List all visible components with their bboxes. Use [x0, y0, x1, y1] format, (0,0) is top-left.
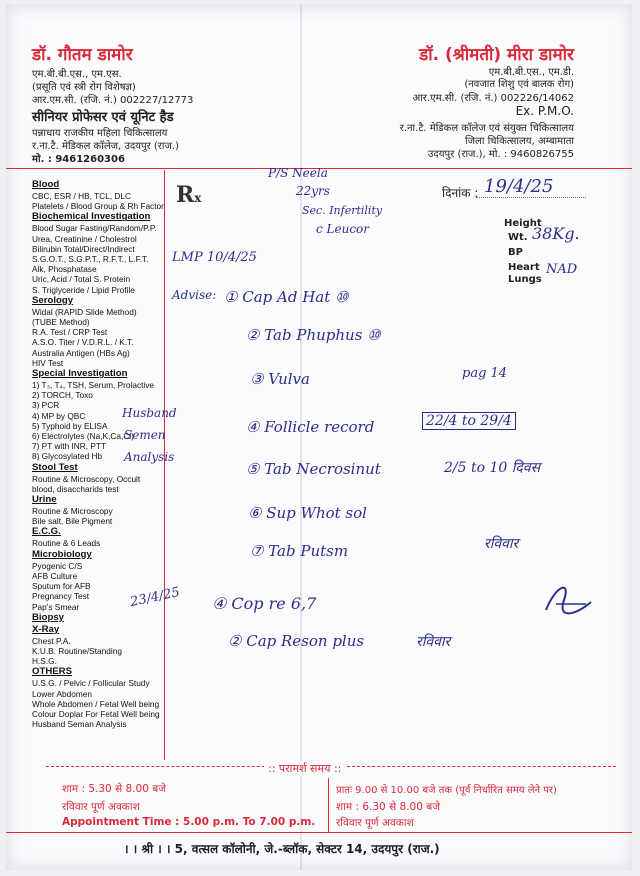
vital-height: Height [504, 218, 542, 229]
investigation-heading: Special Investigation [32, 368, 128, 380]
investigation-item: Blood Sugar Fasting/Random/P.P. [32, 223, 157, 234]
hw-med-3: ③ Vulva [250, 370, 310, 388]
hw-med-7b: रविवार [484, 536, 519, 552]
investigation-item: 4) MP by QBC [32, 410, 86, 421]
investigation-item: Whole Abdomen / Fetal Well being [32, 698, 160, 709]
hw-med-1: ① Cap Ad Hat ⑩ [224, 288, 349, 306]
investigation-item: R.A. Test / CRP Test [32, 327, 108, 338]
doctor-right-reg: आर.एम.सी. (रजि. नं.) 002226/14062 [412, 93, 574, 104]
hw-med-9b: रविवार [416, 634, 451, 650]
investigation-item: Bilirubin Total/Direct/Indirect [32, 243, 135, 254]
doctor-left-college: र.ना.टै. मेडिकल कॉलेज, उदयपुर (राज.) [32, 141, 179, 152]
footer-divider-line [6, 832, 632, 833]
doctor-right-ex: Ex. P.M.O. [515, 104, 574, 118]
doctor-left-designation: सीनियर प्रोफेसर एवं यूनिट हैड [32, 110, 174, 125]
clinic-address: । । श्री । । 5, वत्सल कॉलोनी, जे.-ब्लॉक, सेक्टर 14, उदयपुर (राज.) [124, 842, 440, 856]
consult-right-1: प्रातः 9.00 से 10.00 बजे तक (पूर्व निर्धारित समय लेने पर) [336, 785, 557, 796]
investigation-item: 8) Glycosylated Hb [32, 451, 103, 462]
investigation-item: Routine & 6 Leads [32, 538, 101, 549]
investigation-item: S. Triglyceride / Lipid Profile [32, 284, 135, 295]
investigation-heading: Blood [32, 179, 60, 190]
appointment-time: Appointment Time : 5.00 p.m. To 7.00 p.m. [62, 816, 316, 828]
hw-date-2: 23/4/25 [128, 584, 182, 611]
doctor-left-specialty: (प्रसूति एवं स्त्री रोग विशेषज्ञ) [32, 82, 136, 93]
hw-med-9: ② Cap Reson plus [228, 632, 365, 650]
doctor-right-hospital: जिला चिकित्सालय, अम्बामाता [465, 136, 574, 147]
investigation-item: K.U.B. Routine/Standing [32, 645, 122, 656]
investigation-heading: E.C.G. [32, 526, 61, 538]
investigation-item: HIV Test [32, 357, 64, 368]
investigation-item: Routine & Microscopy, Occult [32, 473, 141, 484]
investigation-item: 2) TORCH, Toxo [32, 390, 93, 401]
investigation-heading: Biochemical Investigation [32, 211, 151, 223]
vital-wt-value: 38Kg. [532, 224, 580, 243]
investigation-item: Pregnancy Test [32, 591, 90, 602]
hw-med-5: ⑤ Tab Necrosinut [246, 460, 381, 478]
hw-diagnosis-1: Sec. Infertility [302, 204, 383, 217]
hw-patient-age: 22yrs [296, 184, 330, 198]
vital-heart: Heart [508, 262, 540, 273]
investigation-heading: OTHERS [32, 666, 72, 678]
doctor-left-reg: आर.एम.सी. (रजि. नं.) 002227/12773 [32, 95, 194, 106]
investigation-item: Chest P.A. [32, 635, 71, 646]
consult-left-2: रविवार पूर्ण अवकाश [62, 801, 140, 813]
investigation-heading: Stool Test [32, 461, 78, 473]
prescription-page [6, 4, 632, 870]
vital-wt: Wt. [508, 232, 528, 243]
hw-med-8: ④ Cop re 6,7 [212, 594, 317, 613]
doctor-right-name: डॉ. (श्रीमती) मीरा डामोर [419, 45, 574, 65]
footer-divider [328, 778, 329, 832]
doctor-right-college: र.ना.टै. मेडिकल कॉलेज एवं संयुक्त चिकित्सालय [399, 123, 574, 134]
investigation-item: Urea, Creatinine / Cholestrol [32, 233, 137, 244]
doctor-left-degrees: एम.बी.बी.एस., एम.एस. [32, 69, 122, 80]
investigation-item: Lower Abdomen [32, 688, 92, 699]
consult-left-1: शाम : 5.30 से 8.00 बजे [62, 783, 167, 795]
doctor-right-degrees: एम.बी.बी.एस., एम.डी. [488, 67, 574, 78]
investigation-item: Pap's Smear [32, 601, 80, 612]
hw-husband-3: Analysis [124, 450, 175, 464]
investigation-item: A.S.O. Titer / V.D.R.L. / K.T. [32, 337, 134, 348]
paper-fold [300, 4, 302, 870]
investigation-item: 1) T₃, T₄, TSH, Serum, Prolactive [32, 380, 155, 391]
doctor-left-name: डॉ. गौतम डामोर [32, 45, 133, 65]
investigation-item: 5) Typhoid by ELISA [32, 420, 108, 431]
investigation-item: U.S.G. / Pelvic / Follicular Study [32, 678, 150, 689]
hw-husband-1: Husband [122, 406, 177, 420]
investigation-item: Routine & Microscopy [32, 506, 113, 517]
investigation-item: S.G.O.T., S.G.P.T., R.F.T., L.F.T. [32, 254, 149, 265]
hw-follicle: ④ Follicle record [246, 418, 375, 436]
hw-lmp: LMP 10/4/25 [172, 250, 257, 265]
investigation-item: Pyogenic C/S [32, 560, 83, 571]
investigation-item: Bile salt, Bile Pigment [32, 516, 113, 527]
rx-symbol: Rx [176, 182, 202, 208]
hw-husband-2: Semen [124, 428, 166, 442]
hw-med-6: ⑥ Sup Whot sol [248, 504, 367, 522]
hw-med-7: ⑦ Tab Putsm [250, 542, 349, 560]
hw-med-2: ② Tab Phuphus ⑩ [246, 326, 381, 344]
investigation-item: blood, disaccharids test [32, 483, 119, 494]
hw-follicle-dates: 22/4 to 29/4 [422, 412, 516, 430]
investigation-item: AFB Culture [32, 570, 78, 581]
investigation-item: 6) Electrolytes (Na,K,Ca,Cl) [32, 431, 134, 442]
investigation-item: 7) PT with INR, PTT [32, 441, 107, 452]
hw-med-5b: 2/5 to 10 दिवस [444, 460, 541, 476]
consult-title: :: परामर्श समय :: [264, 761, 345, 776]
investigation-item: Widal (RAPID Slide Method) [32, 306, 137, 317]
investigation-heading: X-Ray [32, 623, 60, 635]
investigation-heading: Microbiology [32, 548, 92, 560]
investigation-heading: Urine [32, 494, 57, 506]
doctor-left-hospital: पन्नाधाय राजकीय महिला चिकित्सालय [32, 128, 168, 139]
vital-bp: BP [508, 247, 523, 258]
vital-hl-value: NAD [546, 262, 578, 277]
doctor-left-mobile: मो. : 9461260306 [32, 154, 125, 165]
doctor-right-mobile: उदयपुर (राज.), मो. : 9460826755 [427, 149, 574, 160]
investigation-item: 3) PCR [32, 400, 60, 411]
investigation-item: Alk, Phosphatase [32, 264, 97, 275]
doctor-right-specialty: (नवजात शिशु एवं बालक रोग) [464, 79, 574, 90]
hw-patient-name: P/S Neela [268, 166, 328, 180]
hw-advise: Advise: [172, 288, 217, 302]
investigation-item: Australia Antigen (HBs Ag) [32, 347, 130, 358]
investigation-item: H.S.G. [32, 656, 57, 667]
investigation-item: Uric, Acid / Total S. Protein [32, 274, 131, 285]
investigation-heading: Biopsy [32, 611, 64, 623]
investigation-item: Husband Seman Analysis [32, 719, 127, 730]
doctor-signature [536, 580, 596, 620]
hw-med-3b: pag 14 [462, 366, 508, 381]
vital-lungs: Lungs [508, 274, 542, 285]
investigation-item: Platelets / Blood Group & Rh Factor [32, 201, 164, 212]
investigation-item: Sputum for AFB [32, 581, 91, 592]
consult-right-2: शाम : 6.30 से 8.00 बजे [336, 801, 441, 813]
date-line [476, 197, 586, 198]
consult-right-3: रविवार पूर्ण अवकाश [336, 817, 414, 829]
investigation-item: Colour Doplar For Fetal Well being [32, 708, 160, 719]
date-value: 19/4/25 [484, 176, 554, 197]
date-label: दिनांक : [442, 186, 479, 200]
investigation-heading: Serology [32, 294, 74, 306]
investigation-item: CBC, ESR / HB, TCL, DLC [32, 191, 131, 201]
investigation-item: (TUBE Method) [32, 317, 90, 328]
hw-diagnosis-2: c Leucor [316, 222, 370, 236]
